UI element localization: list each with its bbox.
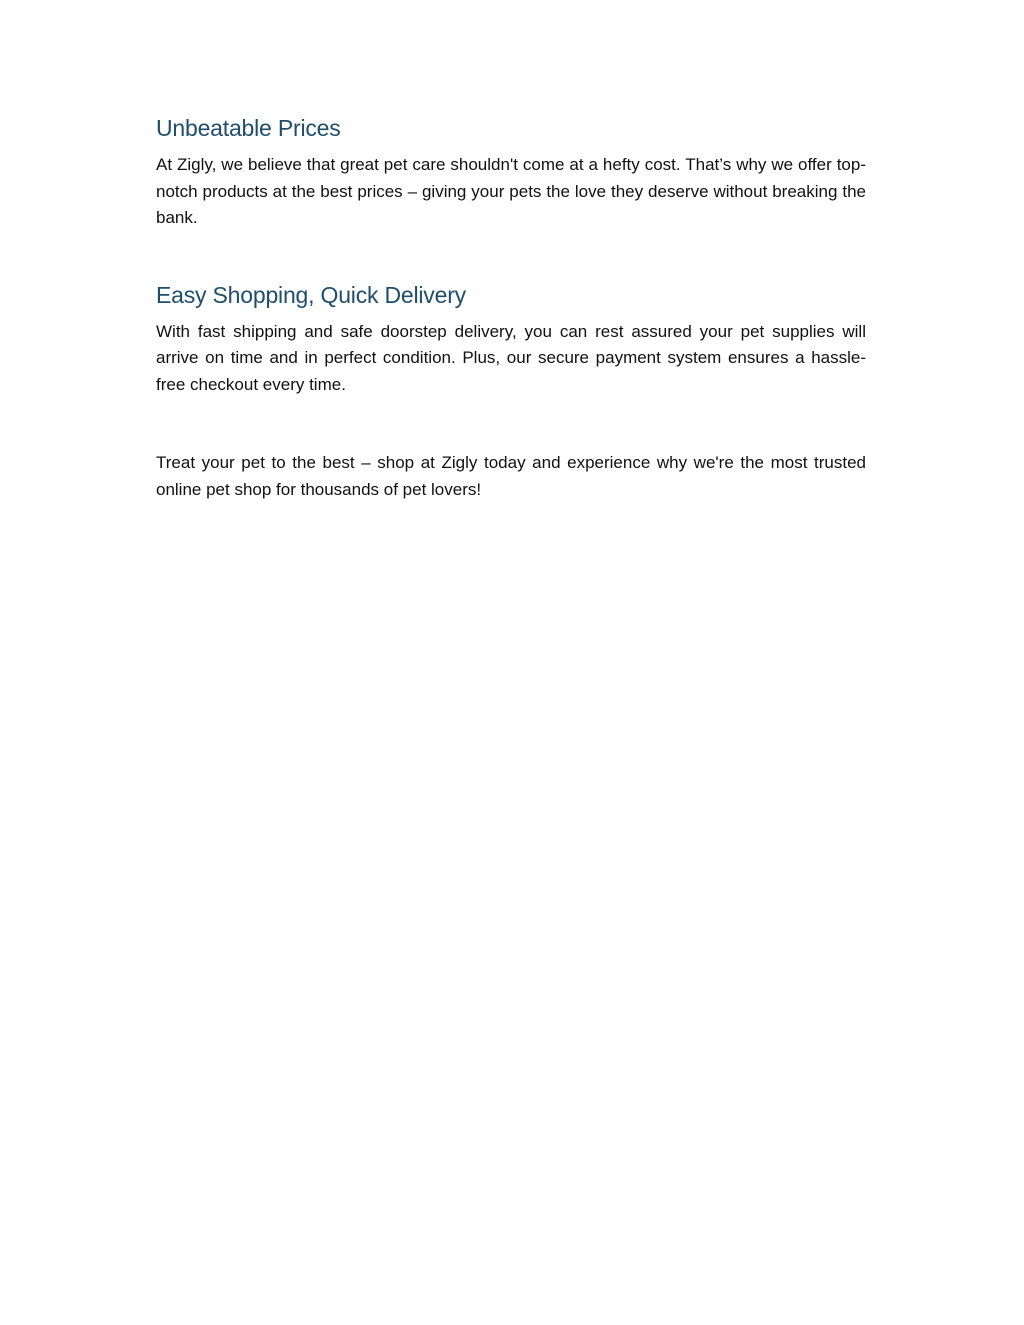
document-page xyxy=(156,112,866,520)
section-easy-shopping xyxy=(156,279,866,399)
section-heading: Easy Shopping, Quick Delivery xyxy=(156,281,466,308)
closing-paragraph: Treat your pet to the best – shop at Zigly today and experience why we're the most trusted online pet shop for thousands of pet lovers! xyxy=(156,453,866,499)
section-unbeatable-prices xyxy=(156,112,866,232)
section-paragraph: With fast shipping and safe doorstep delivery, you can rest assured your pet supplies will arrive on time and in perfect condition. Plus, our secure payment system ensures a hassle-free checkout every time. xyxy=(156,321,866,394)
section-paragraph: At Zigly, we believe that great pet care shouldn't come at a hefty cost. That’s why we offer top-notch products at the best prices – giving your pets the love they deserve without breaking the bank. xyxy=(156,155,866,227)
section-heading: Unbeatable Prices xyxy=(156,115,341,141)
